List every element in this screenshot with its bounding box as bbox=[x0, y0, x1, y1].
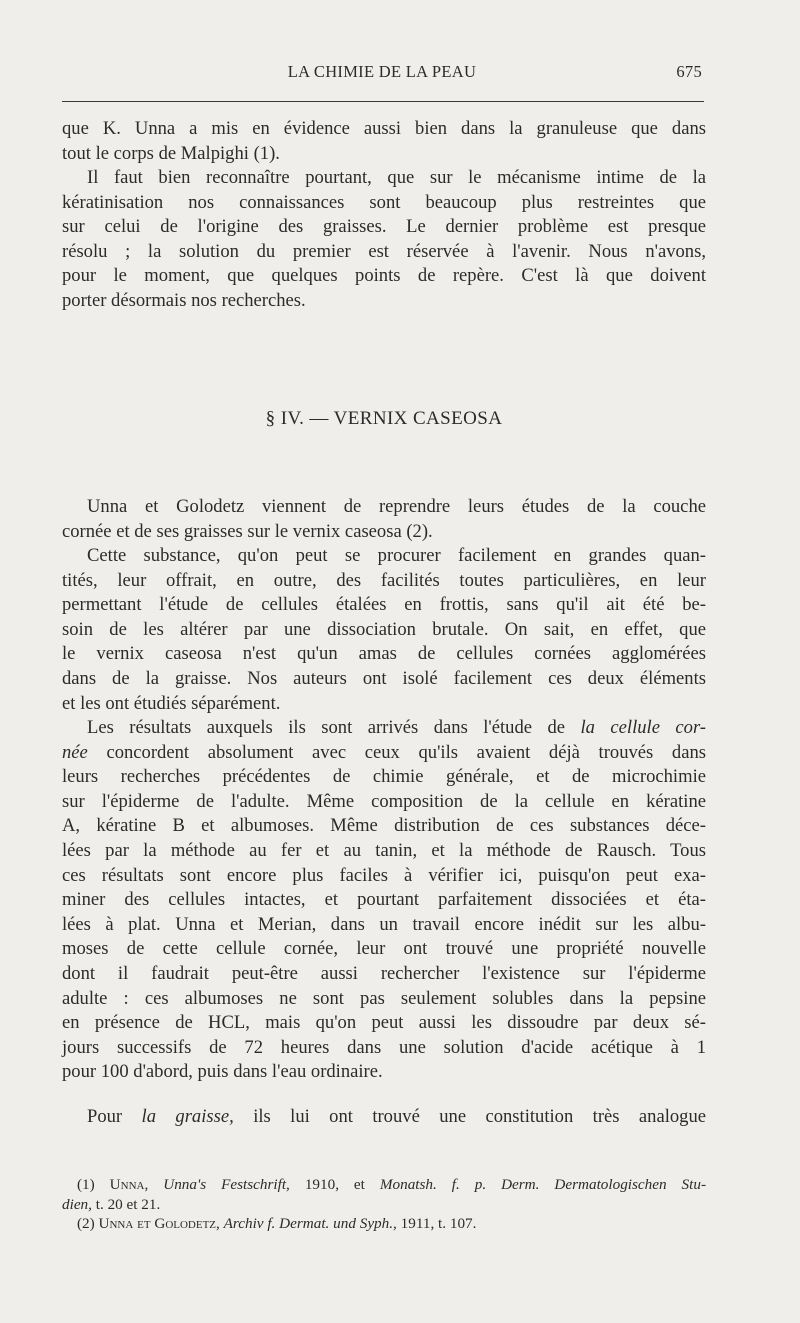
text-line: lées par la méthode au fer et au tanin, et la méthode de Rausch. Tous bbox=[62, 839, 706, 861]
text-line: Unna et Golodetz viennent de reprendre leurs études de la couche bbox=[87, 496, 706, 517]
text-line: sur celui de l'origine des graisses. Le dernier problème est presque bbox=[62, 216, 706, 238]
section-heading: § IV. — VERNIX CASEOSA bbox=[265, 408, 503, 429]
text-line: et les ont étudiés séparément. bbox=[62, 692, 281, 714]
text-line: Il faut bien reconnaître pourtant, que sur le mécanisme intime de la bbox=[87, 167, 706, 188]
text-line: Pour la graisse, ils lui ont trouvé une constitution très analogue bbox=[87, 1106, 707, 1127]
text-line: Cette substance, qu'on peut se procurer facilement en grandes quan- bbox=[87, 545, 706, 566]
paragraph-3 bbox=[62, 495, 706, 544]
text-line: cornée et de ses graisses sur le vernix caseosa (2). bbox=[62, 520, 433, 542]
paragraph-6 bbox=[62, 1105, 706, 1130]
text-line: ces résultats sont encore plus faciles à vérifier ici, puisqu'on peut exa- bbox=[62, 864, 706, 886]
text-line: permettant l'étude de cellules étalées en frottis, sans qu'il ait été be- bbox=[62, 594, 706, 616]
paragraph-1 bbox=[62, 117, 706, 166]
text-line: lées à plat. Unna et Merian, dans un travail encore inédit sur les albu- bbox=[62, 913, 706, 935]
text-line: sur l'épiderme de l'adulte. Même composition de la cellule en kératine bbox=[62, 790, 706, 812]
text-line: kératinisation nos connaissances sont beaucoup plus restreintes que bbox=[62, 191, 706, 213]
text-line: adulte : ces albumoses ne sont pas seulement solubles dans la pepsine bbox=[62, 987, 706, 1009]
text-line: le vernix caseosa n'est qu'un amas de cellules cornées agglomérées bbox=[62, 643, 706, 665]
text-line: Les résultats auxquels ils sont arrivés dans l'étude de la cellule cor- bbox=[87, 717, 706, 738]
footnotes bbox=[62, 1175, 706, 1234]
text-line: jours successifs de 72 heures dans une solution d'acide acétique à 1 bbox=[62, 1036, 706, 1058]
text-line: miner des cellules intactes, et pourtant parfaitement dissociées et éta- bbox=[62, 889, 706, 911]
text-line: que K. Unna a mis en évidence aussi bien dans la granuleuse que dans bbox=[62, 118, 706, 139]
text-line: née concordent absolument avec ceux qu'ils avaient déjà trouvés dans bbox=[62, 741, 706, 763]
page-number: 675 bbox=[676, 62, 702, 81]
text-line: moses de cette cellule cornée, leur ont trouvé une propriété nouvelle bbox=[62, 938, 706, 960]
paragraph-2 bbox=[62, 166, 706, 314]
paragraph-5 bbox=[62, 716, 706, 1085]
text-line: dans de la graisse. Nos auteurs ont isolé facilement ces deux éléments bbox=[62, 667, 706, 689]
text-line: leurs recherches précédentes de chimie générale, et de microchimie bbox=[62, 766, 706, 788]
text-line: soin de les altérer par une dissociation brutale. On sait, en effet, que bbox=[62, 618, 706, 640]
text-line: tités, leur offrait, en outre, des facilités toutes particulières, en leur bbox=[62, 569, 706, 591]
paragraph-4 bbox=[62, 544, 706, 716]
running-title: LA CHIMIE DE LA PEAU bbox=[287, 62, 477, 81]
text-line: tout le corps de Malpighi (1). bbox=[62, 142, 280, 164]
header-rule bbox=[62, 101, 704, 102]
text-line: dont il faudrait peut-être aussi rechercher l'existence sur l'épiderme bbox=[62, 962, 706, 984]
footnote-2: (2) Unna et Golodetz, Archiv f. Dermat. und Syph., 1911, t. 107. bbox=[77, 1215, 477, 1232]
text-line: A, kératine B et albumoses. Même distribution de ces substances déce- bbox=[62, 815, 706, 837]
text-line: pour le moment, que quelques points de repère. C'est là que doivent bbox=[62, 265, 706, 287]
text-line: résolu ; la solution du premier est réservée à l'avenir. Nous n'avons, bbox=[62, 240, 706, 262]
text-line: pour 100 d'abord, puis dans l'eau ordinaire. bbox=[62, 1061, 383, 1083]
footnote-1-cont: dien, t. 20 et 21. bbox=[62, 1195, 161, 1213]
footnote-1: (1) Unna, Unna's Festschrift, 1910, et Monatsh. f. p. Derm. Dermatologischen Stu- bbox=[77, 1176, 707, 1193]
text-line: en présence de HCL, mais qu'on peut aussi les dissoudre par deux sé- bbox=[62, 1012, 706, 1034]
text-line: porter désormais nos recherches. bbox=[62, 289, 306, 311]
